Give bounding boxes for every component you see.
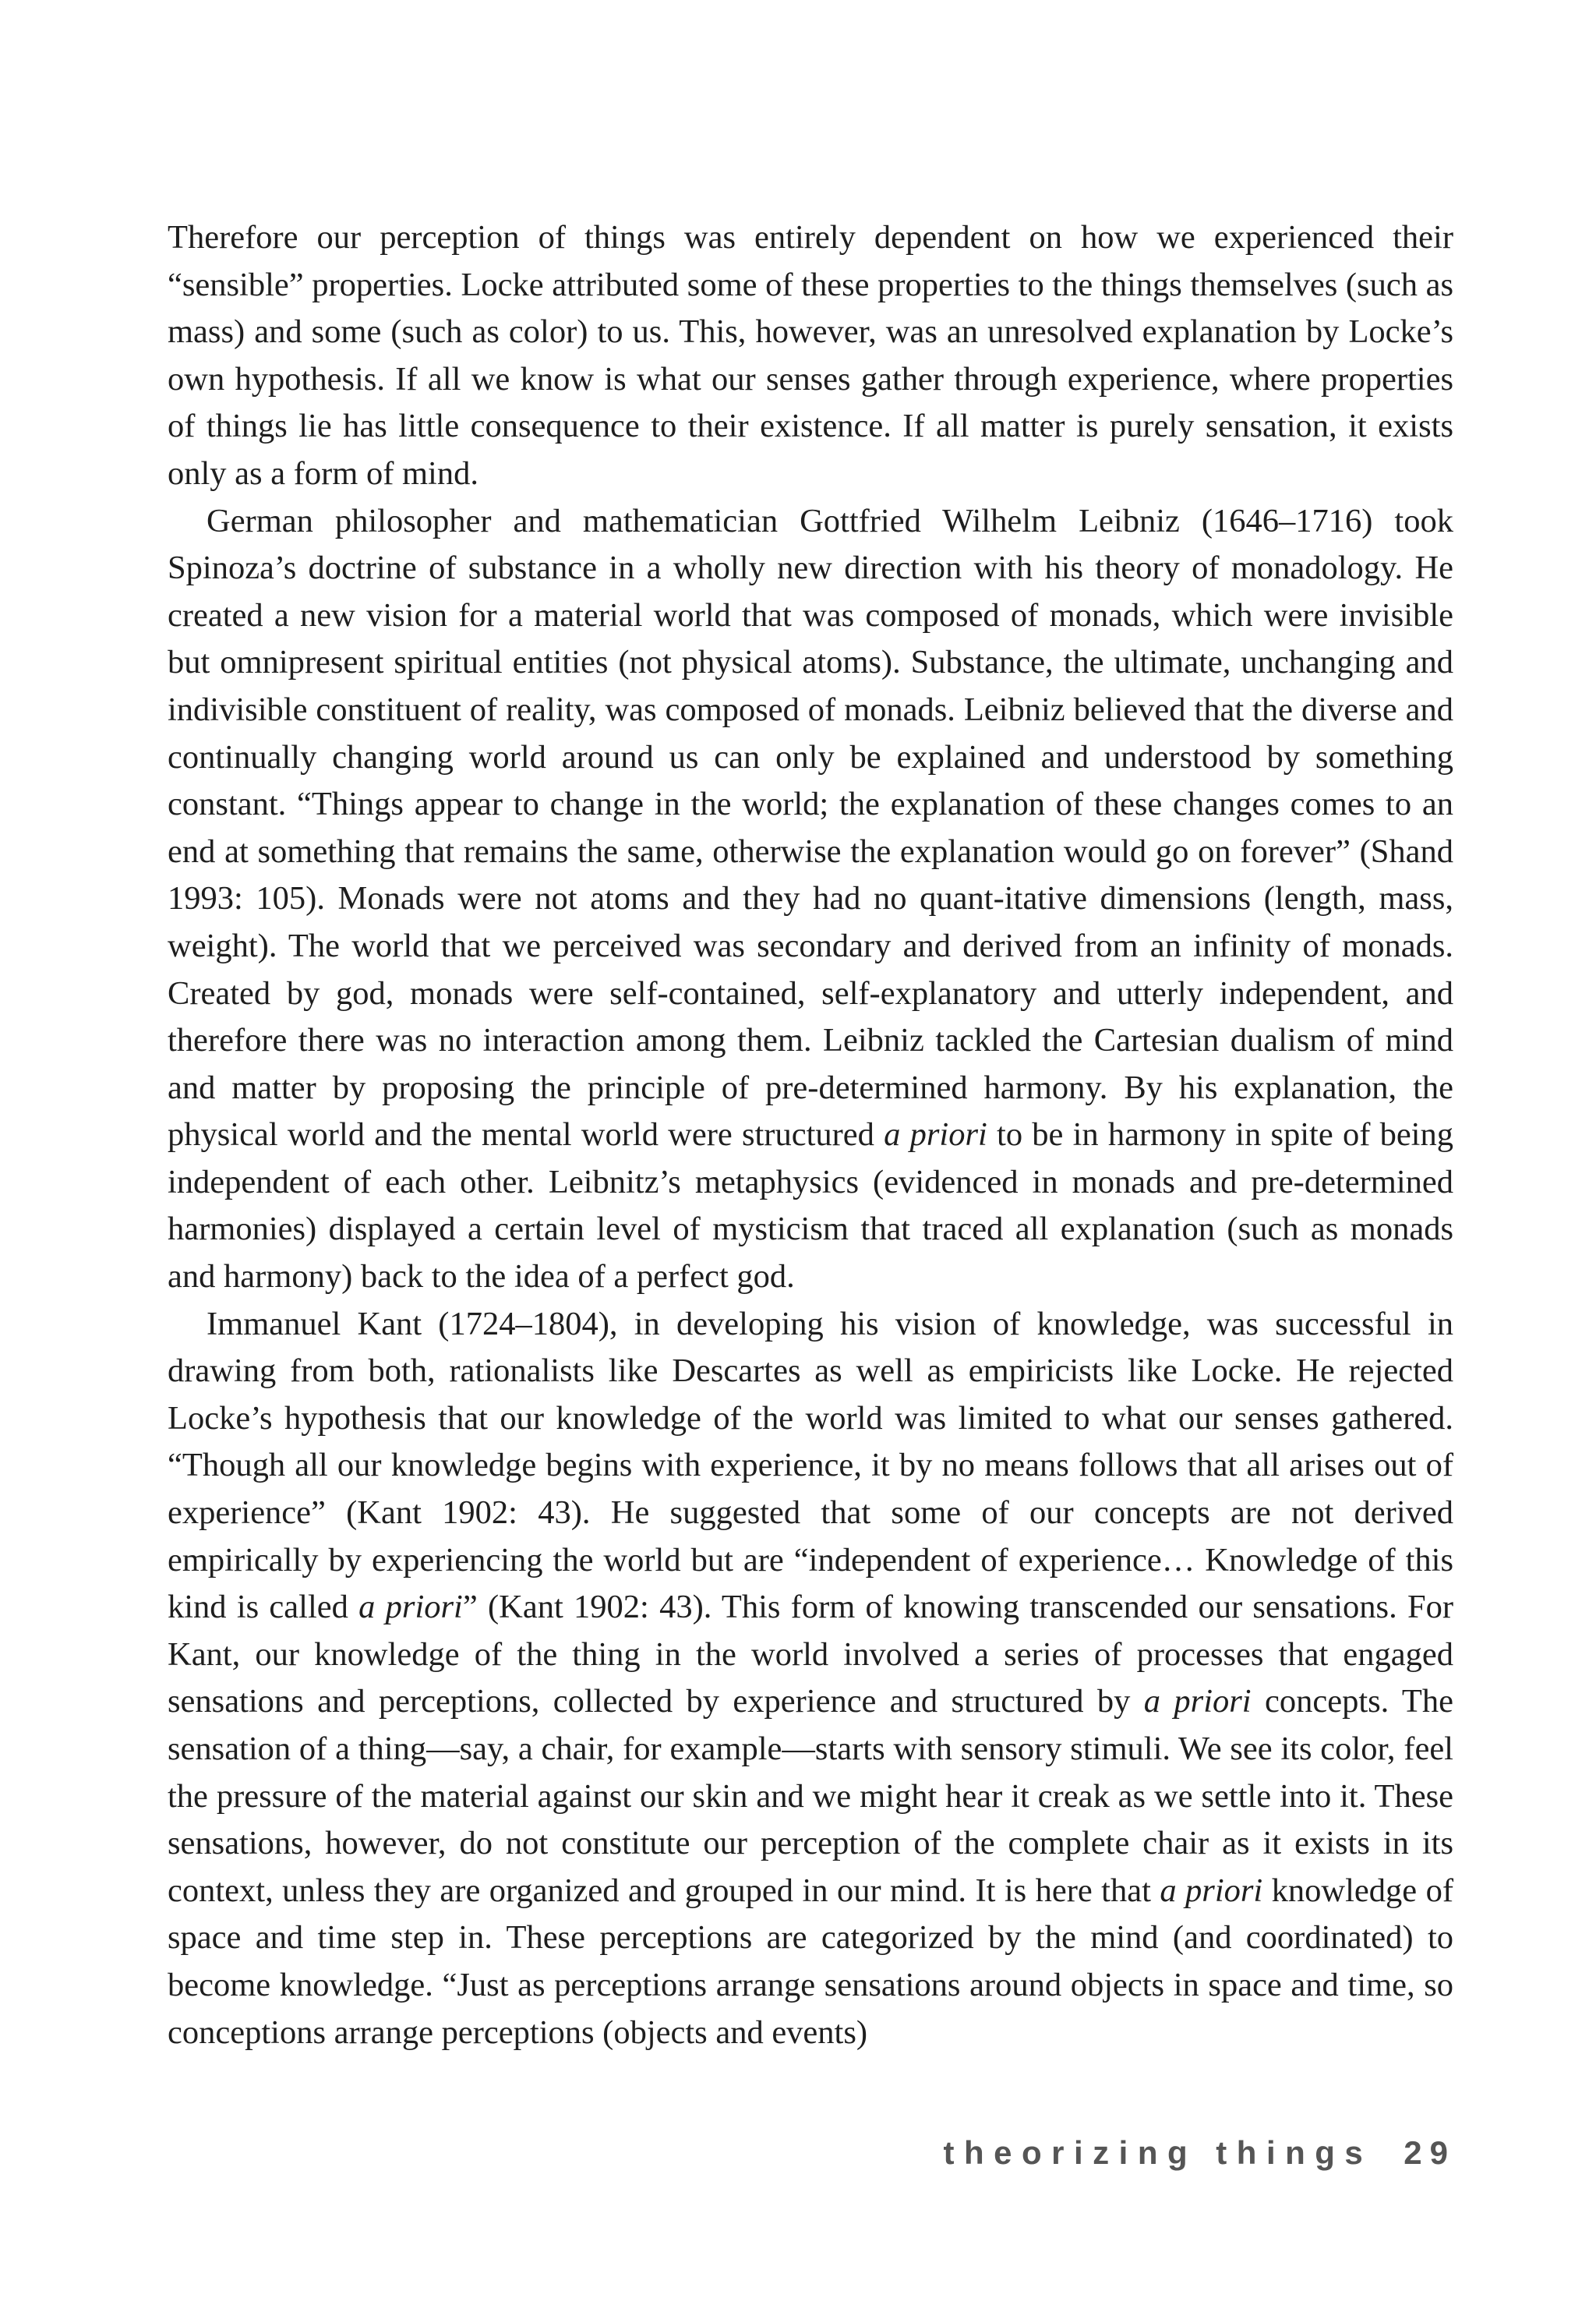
text-run: Therefore our perception of things was entirely dependent on how we experienced their “sensible” properties. Locke attributed some of these properties to the things themselves (such as mass) and some (such as color) to us. This, however, was an unresolved explanation by Locke’s own hypothesis. If all we know is what our senses gather through experience, where properties of things lie has little consequence to their existence. If all matter is purely sensation, it exists only as a form of mind. [168, 219, 1453, 492]
italic-term: a priori [1143, 1683, 1252, 1720]
body-text [168, 214, 1453, 2056]
running-footer [943, 2134, 1456, 2172]
text-run: Immanuel Kant (1724–1804), in developing his vision of knowledge, was successful in drawing from both, rationalists like Descartes as well as empiricists like Locke. He rejected Locke’s hypothesis that our knowledge of the world was limited to what our senses gathered. “Though all our knowledge begins with experience, it by no means follows that all arises out of experience” (Kant 1902: 43). He suggested that some of our concepts are not derived empirically by experiencing the world but are “independent of experience… Knowledge of this kind is called [168, 1305, 1453, 1626]
text-run: concepts. The sensation of a thing—say, a chair, for example—starts with sensory stimuli. We see its color, feel the pressure of the material against our skin and we might hear it creak as we settle into it. These sensations, however, do not constitute our perception of the complete chair as it exists in its context, unless they are organized and grouped in our mind. It is here that [168, 1683, 1453, 1909]
page-number: 29 [1404, 2134, 1456, 2171]
italic-term: a priori [884, 1116, 987, 1154]
running-title: theorizing things [943, 2134, 1373, 2171]
text-run: to be in harmony in spite of being independent of each other. Leibnitz’s metaphysics (evidenced in monads and pre-determined harmonies) displayed a certain level of mysticism that traced all explanation (such as monads and harmony) back to the idea of a perfect god. [168, 1116, 1453, 1296]
paragraph [168, 498, 1453, 1301]
paragraph [168, 214, 1453, 498]
text-run: German philosopher and mathematician Gottfried Wilhelm Leibniz (1646–1716) took Spinoza’s doctrine of substance in a wholly new direction with his theory of monadology. He created a new vision for a material world that was composed of monads, which were invisible but omnipresent spiritual entities (not physical atoms). Substance, the ultimate, unchanging and indivisible constituent of reality, was composed of monads. Leibniz believed that the diverse and continually changing world around us can only be explained and understood by something constant. “Things appear to change in the world; the explanation of these changes comes to an end at something that remains the same, otherwise the explanation would go on forever” (Shand 1993: 105). Monads were not atoms and they had no quant-itative dimensions (length, mass, weight). The world that we perceived was secondary and derived from an infinity of monads. Created by god, monads were self-contained, self-explanatory and utterly independent, and therefore there was no interaction among them. Leibniz tackled the Cartesian dualism of mind and matter by proposing the principle of pre-determined harmony. By his explanation, the physical world and the mental world were structured [168, 502, 1453, 1154]
italic-term: a priori [358, 1589, 463, 1626]
italic-term: a priori [1160, 1872, 1263, 1909]
text-run: knowledge of space and time step in. These perceptions are categorized by the mind (and coordinated) to become knowledge. “Just as perceptions arrange sensations around objects in space and time, so conceptions arrange perceptions (objects and events) [168, 1872, 1453, 2051]
text-run: ” (Kant 1902: 43). This form of knowing transcended our sensations. For Kant, our knowledge of the thing in the world involved a series of processes that engaged sensations and perceptions, collected by experience and structured by [168, 1589, 1453, 1720]
paragraph [168, 1301, 1453, 2057]
